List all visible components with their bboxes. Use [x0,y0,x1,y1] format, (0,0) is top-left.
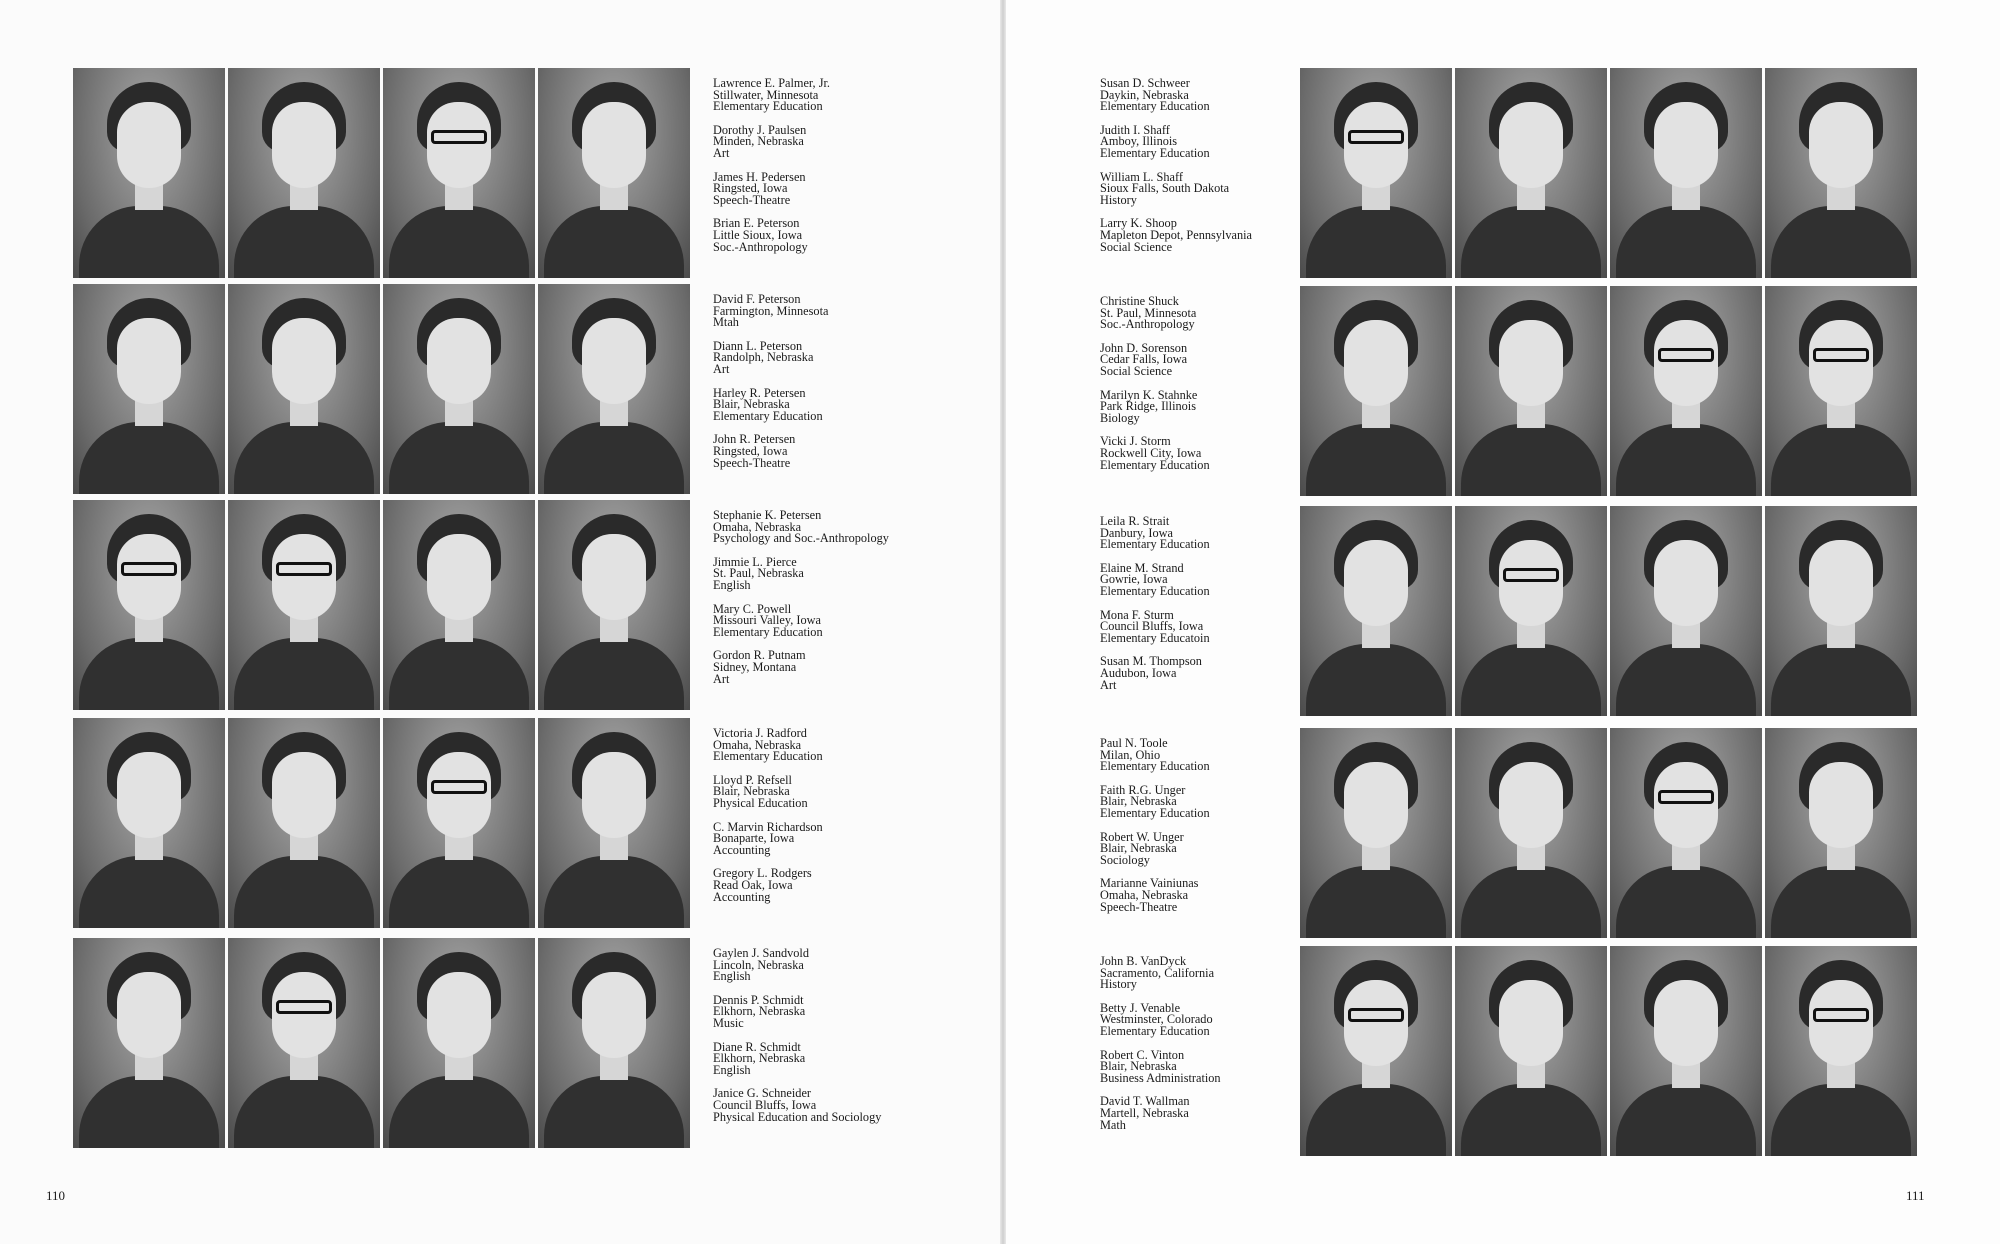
portrait-strip [1300,728,1920,938]
student-major: Music [713,1015,744,1030]
portrait-photo [228,938,380,1148]
portrait-photo [1610,506,1762,716]
portrait-strip [1300,68,1920,278]
student-entry [713,868,963,903]
portrait-photo [1455,946,1607,1156]
student-name: Leila R. Strait [1100,514,1170,528]
student-name: Janice G. Schneider [713,1086,811,1101]
student-entry [1100,1096,1350,1131]
student-name: Gaylen J. Sandvold [713,946,809,960]
student-entry [713,385,963,423]
portrait-photo [1455,286,1607,496]
student-hometown: Blair, Nebraska [713,784,790,799]
portrait-strip [73,500,693,710]
student-entry [713,434,963,469]
student-hometown: Council Bluffs, Iowa [1100,619,1204,634]
student-major: Elementary Education [713,749,823,764]
student-hometown: Danbury, Iowa [1100,525,1173,540]
student-name: Elaine M. Strand [1100,560,1184,575]
student-hometown: Omaha, Nebraska [1100,887,1189,902]
portrait-photo [383,284,535,494]
portrait-photo [228,68,380,278]
portrait-strip [1300,506,1920,716]
name-caption-block [713,510,963,697]
student-major: Speech-Theatre [713,192,791,207]
portrait-photo [1610,728,1762,938]
student-major: Physical Education [713,795,808,810]
student-hometown: Sioux Falls, South Dakota [1100,181,1230,196]
student-hometown: Amboy, Illinois [1100,134,1178,149]
student-name: Lawrence E. Palmer, Jr. [713,76,830,90]
right-page-number: 111 [1906,1188,1925,1203]
name-caption-block [1100,516,1350,703]
portrait-photo [1610,286,1762,496]
student-entry [713,992,963,1030]
student-entry [713,1039,963,1077]
portrait-strip [73,284,693,494]
student-hometown: Sidney, Montana [713,659,797,674]
student-name: Faith R.G. Unger [1100,782,1186,797]
student-name: Dorothy J. Paulsen [713,122,807,137]
student-entry [713,510,963,545]
student-name: Robert C. Vinton [1100,1047,1185,1062]
student-name: Robert W. Unger [1100,829,1184,844]
portrait-photo [538,938,690,1148]
student-major: Accounting [713,889,771,904]
name-caption-block [713,948,963,1135]
student-hometown: Blair, Nebraska [1100,794,1177,809]
student-hometown: St. Paul, Minnesota [1100,305,1197,320]
name-caption-block [1100,956,1350,1143]
student-name: John B. VanDyck [1100,954,1187,968]
student-entry [1100,516,1350,551]
student-major: Elementary Education [1100,457,1210,472]
student-hometown: Daykin, Nebraska [1100,87,1189,102]
student-name: Gordon R. Putnam [713,648,806,663]
name-caption-block [713,728,963,915]
student-major: Mtah [713,315,739,330]
portrait-photo [538,284,690,494]
left-page-number: 110 [46,1188,66,1203]
student-entry [713,772,963,810]
student-major: English [713,1062,751,1077]
portrait-photo [1610,68,1762,278]
student-major: Elementary Education [1100,537,1210,552]
student-major: Elementary Education [713,99,823,114]
student-hometown: Elkhorn, Nebraska [713,1051,806,1066]
portrait-photo [73,500,225,710]
student-hometown: Westminster, Colorado [1100,1012,1213,1027]
student-entry [713,294,963,329]
portrait-photo [1765,68,1917,278]
portrait-photo [383,938,535,1148]
student-major: Elementary Education [1100,145,1210,160]
student-name: Paul N. Toole [1100,736,1168,750]
portrait-photo [73,718,225,928]
student-entry [1100,829,1350,867]
student-major: English [713,969,751,984]
portrait-photo [1455,506,1607,716]
student-hometown: Audubon, Iowa [1100,665,1177,680]
student-major: Elementary Education [1100,99,1210,114]
student-name: Susan D. Schweer [1100,76,1190,90]
student-entry [1100,878,1350,913]
student-major: Social Science [1100,363,1173,378]
portrait-photo [1455,728,1607,938]
student-major: Art [713,361,730,376]
student-hometown: Stillwater, Minnesota [713,87,819,102]
student-major: Elementary Education [1100,805,1210,820]
student-entry [1100,436,1350,471]
portrait-photo [73,284,225,494]
student-entry [713,819,963,857]
student-hometown: Lincoln, Nebraska [713,957,804,972]
student-major: Art [713,145,730,160]
student-entry [1100,607,1350,645]
name-caption-block [1100,78,1350,265]
portrait-photo [383,500,535,710]
student-major: Psychology and Soc.-Anthropology [713,531,889,546]
student-entry [1100,122,1350,160]
portrait-photo [1765,946,1917,1156]
student-hometown: Blair, Nebraska [713,397,790,412]
portrait-photo [1610,946,1762,1156]
student-name: Brian E. Peterson [713,216,800,231]
student-entry [1100,782,1350,820]
student-major: Physical Education and Sociology [713,1109,882,1124]
student-entry [1100,169,1350,207]
student-hometown: Milan, Ohio [1100,747,1161,762]
portrait-photo [73,938,225,1148]
student-name: Larry K. Shoop [1100,216,1177,231]
student-entry [1100,1047,1350,1085]
student-name: Diann L. Peterson [713,338,803,353]
student-hometown: St. Paul, Nebraska [713,566,804,581]
student-name: Victoria J. Radford [713,726,807,740]
student-entry [713,218,963,253]
student-entry [713,650,963,685]
student-entry [1100,340,1350,378]
student-major: Soc.-Anthropology [1100,317,1195,332]
student-hometown: Minden, Nebraska [713,134,804,149]
student-name: Lloyd P. Refsell [713,772,792,787]
portrait-photo [228,284,380,494]
student-major: History [1100,192,1137,207]
student-entry [713,948,963,983]
student-hometown: Omaha, Nebraska [713,519,802,534]
student-major: Elementary Educatoin [1100,630,1210,645]
student-entry [713,601,963,639]
portrait-photo [383,718,535,928]
name-caption-block [713,294,963,481]
portrait-photo [538,718,690,928]
student-major: Speech-Theatre [1100,899,1178,914]
portrait-strip [73,718,693,928]
student-entry [713,122,963,160]
student-name: Marianne Vainiunas [1100,876,1199,891]
student-hometown: Ringsted, Iowa [713,181,788,196]
student-hometown: Omaha, Nebraska [713,737,802,752]
student-entry [1100,387,1350,425]
student-hometown: Farmington, Minnesota [713,303,829,318]
student-major: Elementary Education [1100,583,1210,598]
student-major: Soc.-Anthropology [713,239,808,254]
student-name: Harley R. Petersen [713,385,806,400]
student-hometown: Ringsted, Iowa [713,443,788,458]
student-hometown: Blair, Nebraska [1100,841,1177,856]
student-entry [1100,656,1350,691]
student-major: Speech-Theatre [713,455,791,470]
student-hometown: Cedar Falls, Iowa [1100,352,1188,367]
portrait-strip [1300,946,1920,1156]
student-major: Art [713,671,730,686]
student-hometown: Read Oak, Iowa [713,877,793,892]
portrait-photo [228,718,380,928]
student-hometown: Elkhorn, Nebraska [713,1004,806,1019]
student-name: John D. Sorenson [1100,340,1188,355]
student-major: Art [1100,677,1117,692]
student-hometown: Park Ridge, Illinois [1100,399,1196,414]
student-entry [1100,738,1350,773]
student-name: Dennis P. Schmidt [713,992,804,1007]
student-major: Elementary Education [713,408,823,423]
portrait-strip [73,68,693,278]
student-name: Mona F. Sturm [1100,607,1174,622]
portrait-photo [1765,506,1917,716]
student-major: Accounting [713,842,771,857]
student-hometown: Bonaparte, Iowa [713,831,795,846]
student-name: David T. Wallman [1100,1094,1190,1109]
student-name: John R. Petersen [713,432,796,447]
student-hometown: Martell, Nebraska [1100,1105,1189,1120]
student-entry [1100,296,1350,331]
student-entry [713,78,963,113]
student-hometown: Rockwell City, Iowa [1100,445,1202,460]
student-name: C. Marvin Richardson [713,819,823,834]
student-name: Jimmie L. Pierce [713,554,797,569]
student-name: Stephanie K. Petersen [713,508,822,522]
student-entry [1100,1000,1350,1038]
portrait-photo [383,68,535,278]
student-entry [713,1088,963,1123]
student-major: English [713,577,751,592]
student-hometown: Randolph, Nebraska [713,350,814,365]
student-name: Judith I. Shaff [1100,122,1170,137]
student-name: Mary C. Powell [713,601,792,616]
student-entry [713,554,963,592]
portrait-strip [1300,286,1920,496]
student-name: Christine Shuck [1100,294,1179,308]
student-hometown: Sacramento, California [1100,965,1215,980]
student-entry [1100,560,1350,598]
student-name: Betty J. Venable [1100,1000,1181,1015]
portrait-photo [228,500,380,710]
name-caption-block [713,78,963,265]
student-name: Vicki J. Storm [1100,434,1171,449]
portrait-photo [538,68,690,278]
student-entry [1100,956,1350,991]
student-major: History [1100,977,1137,992]
student-name: Susan M. Thompson [1100,654,1202,669]
student-entry [713,338,963,376]
book-gutter [1000,0,1006,1244]
student-major: Social Science [1100,239,1173,254]
portrait-photo [1765,728,1917,938]
student-entry [1100,218,1350,253]
student-major: Elementary Education [713,624,823,639]
student-name: Marilyn K. Stahnke [1100,387,1198,402]
portrait-photo [73,68,225,278]
student-name: David F. Peterson [713,292,801,306]
student-name: Gregory L. Rodgers [713,866,812,881]
student-major: Elementary Education [1100,759,1210,774]
name-caption-block [1100,296,1350,483]
student-entry [713,728,963,763]
student-entry [1100,78,1350,113]
portrait-photo [1765,286,1917,496]
portrait-strip [73,938,693,1148]
student-major: Sociology [1100,852,1150,867]
student-entry [713,169,963,207]
portrait-photo [1455,68,1607,278]
student-major: Business Administration [1100,1070,1221,1085]
student-name: Diane R. Schmidt [713,1039,801,1054]
student-hometown: Blair, Nebraska [1100,1059,1177,1074]
student-name: William L. Shaff [1100,169,1183,184]
student-hometown: Gowrie, Iowa [1100,572,1168,587]
student-hometown: Missouri Valley, Iowa [713,613,821,628]
student-major: Math [1100,1117,1126,1132]
student-major: Elementary Education [1100,1023,1210,1038]
portrait-photo [538,500,690,710]
student-name: James H. Pedersen [713,169,806,184]
student-major: Biology [1100,410,1140,425]
name-caption-block [1100,738,1350,925]
student-hometown: Council Bluffs, Iowa [713,1097,817,1112]
student-hometown: Mapleton Depot, Pennsylvania [1100,227,1252,242]
student-hometown: Little Sioux, Iowa [713,227,803,242]
